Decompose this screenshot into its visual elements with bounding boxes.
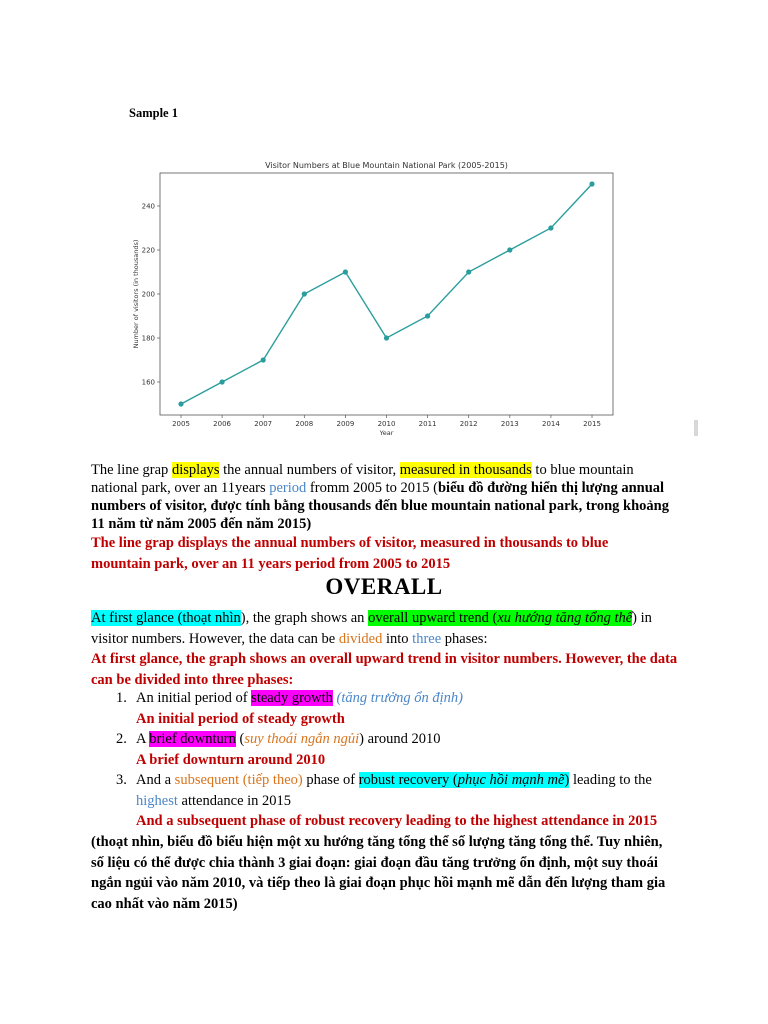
scroll-indicator: [694, 420, 698, 436]
x-tick-label: 2005: [172, 420, 190, 428]
y-tick-label: 240: [141, 202, 155, 211]
y-tick-label: 220: [141, 246, 155, 255]
y-tick-label: 200: [141, 290, 155, 299]
x-tick-label: 2007: [254, 420, 273, 428]
data-point: [178, 401, 183, 406]
x-axis-label: Year: [379, 429, 394, 437]
data-point: [261, 357, 266, 362]
summary-vietnamese: (thoạt nhìn, biểu đồ biểu hiện một xu hướng tăng tổng thể số lượng tăng tổng thể. Tuy nhiên, số liệu có thể được chia thành 3 giai đoạn: giai đoạn đầu tăng trưởng ổn định, một suy thoái ngắn ngủi vào năm 2010, và tiếp theo là giai đoạn phục hồi mạnh mẽ dẫn đến lượng tham gia cao nhất vào năm 2015): [91, 834, 666, 912]
chart-title: Visitor Numbers at Blue Mountain National Park (2005-2015): [265, 161, 508, 170]
highlight-measured: measured in thousands: [399, 462, 532, 478]
phase-corrected: An initial period of steady growth: [136, 710, 345, 727]
intro-vietnamese: biểu đồ đường hiển thị lượng annual numbers of visitor, được tính bằng thousands đến blue mountain national park, trong khoảng 11 năm từ năm 2005 đến năm 2015): [91, 480, 669, 532]
y-tick-label: 180: [141, 334, 155, 343]
data-point: [220, 379, 225, 384]
phase-corrected: A brief downturn around 2010: [136, 751, 326, 768]
list-item: 2. A brief downturn (suy thoái ngắn ngủi) around 2010 A brief downturn around 2010: [91, 729, 691, 770]
highlight-displays: displays: [171, 462, 220, 478]
sample-title: Sample 1: [129, 106, 178, 120]
x-tick-label: 2012: [459, 420, 478, 428]
data-point: [548, 225, 553, 230]
highlight-first-glance: At first glance (thoạt nhìn: [91, 610, 241, 626]
x-tick-label: 2009: [336, 420, 355, 428]
x-tick-label: 2014: [541, 420, 560, 428]
highlight-upward-trend: overall upward trend (xu hướng tăng tổng thể: [368, 610, 633, 626]
chart-svg: [125, 158, 625, 440]
list-item: 1. An initial period of steady growth (tăng trưởng ổn định) An initial period of steady growth: [91, 688, 691, 729]
data-point: [343, 269, 348, 274]
x-tick-label: 2008: [295, 420, 314, 428]
intro-paragraph: The line grap displays the annual numbers of visitor, measured in thousands to blue mountain national park, over an 11years period fromm 2005 to 2015 (biểu đồ đường hiển thị lượng annual numbers of visitor, được tính bằng thousands đến blue mountain national park, trong khoảng 11 năm từ năm 2005 đến năm 2015): [91, 462, 669, 532]
y-axis-label: Number of visitors (in thousands): [132, 239, 140, 349]
y-tick-label: 160: [141, 378, 155, 387]
phase-corrected: And a subsequent phase of robust recovery leading to the highest attendance in 2015: [136, 813, 658, 829]
x-tick-label: 2015: [583, 420, 601, 428]
x-tick-label: 2010: [377, 420, 396, 428]
series-line: [181, 184, 592, 404]
data-point: [466, 269, 471, 274]
data-point: [302, 291, 307, 296]
phase-list: [91, 688, 691, 832]
overall-corrected: At first glance, the graph shows an overall upward trend in visitor numbers. However, the data can be divided into three phases:: [91, 651, 678, 688]
data-point: [589, 181, 594, 186]
x-tick-label: 2011: [418, 420, 437, 428]
intro-corrected: The line grap displays the annual numbers of visitor, measured in thousands to blue mountain park, over an 11 years period from 2005 to 2015: [91, 535, 609, 572]
section-heading-overall: OVERALL: [325, 574, 443, 599]
list-item: 3. And a subsequent (tiếp theo) phase of robust recovery (phục hồi mạnh mẽ) leading to the highest attendance in 2015 And a subsequent phase of robust recovery leading to the highest attendance in 2015: [91, 770, 691, 832]
line-chart: [125, 158, 625, 440]
x-tick-label: 2013: [500, 420, 519, 428]
data-point: [507, 247, 512, 252]
overall-paragraph: At first glance (thoạt nhìn), the graph shows an overall upward trend (xu hướng tăng tổng thể) in visitor numbers. However, the data can be divided into three phases:: [91, 610, 652, 647]
data-point: [425, 313, 430, 318]
x-tick-label: 2006: [213, 420, 232, 428]
data-point: [384, 335, 389, 340]
